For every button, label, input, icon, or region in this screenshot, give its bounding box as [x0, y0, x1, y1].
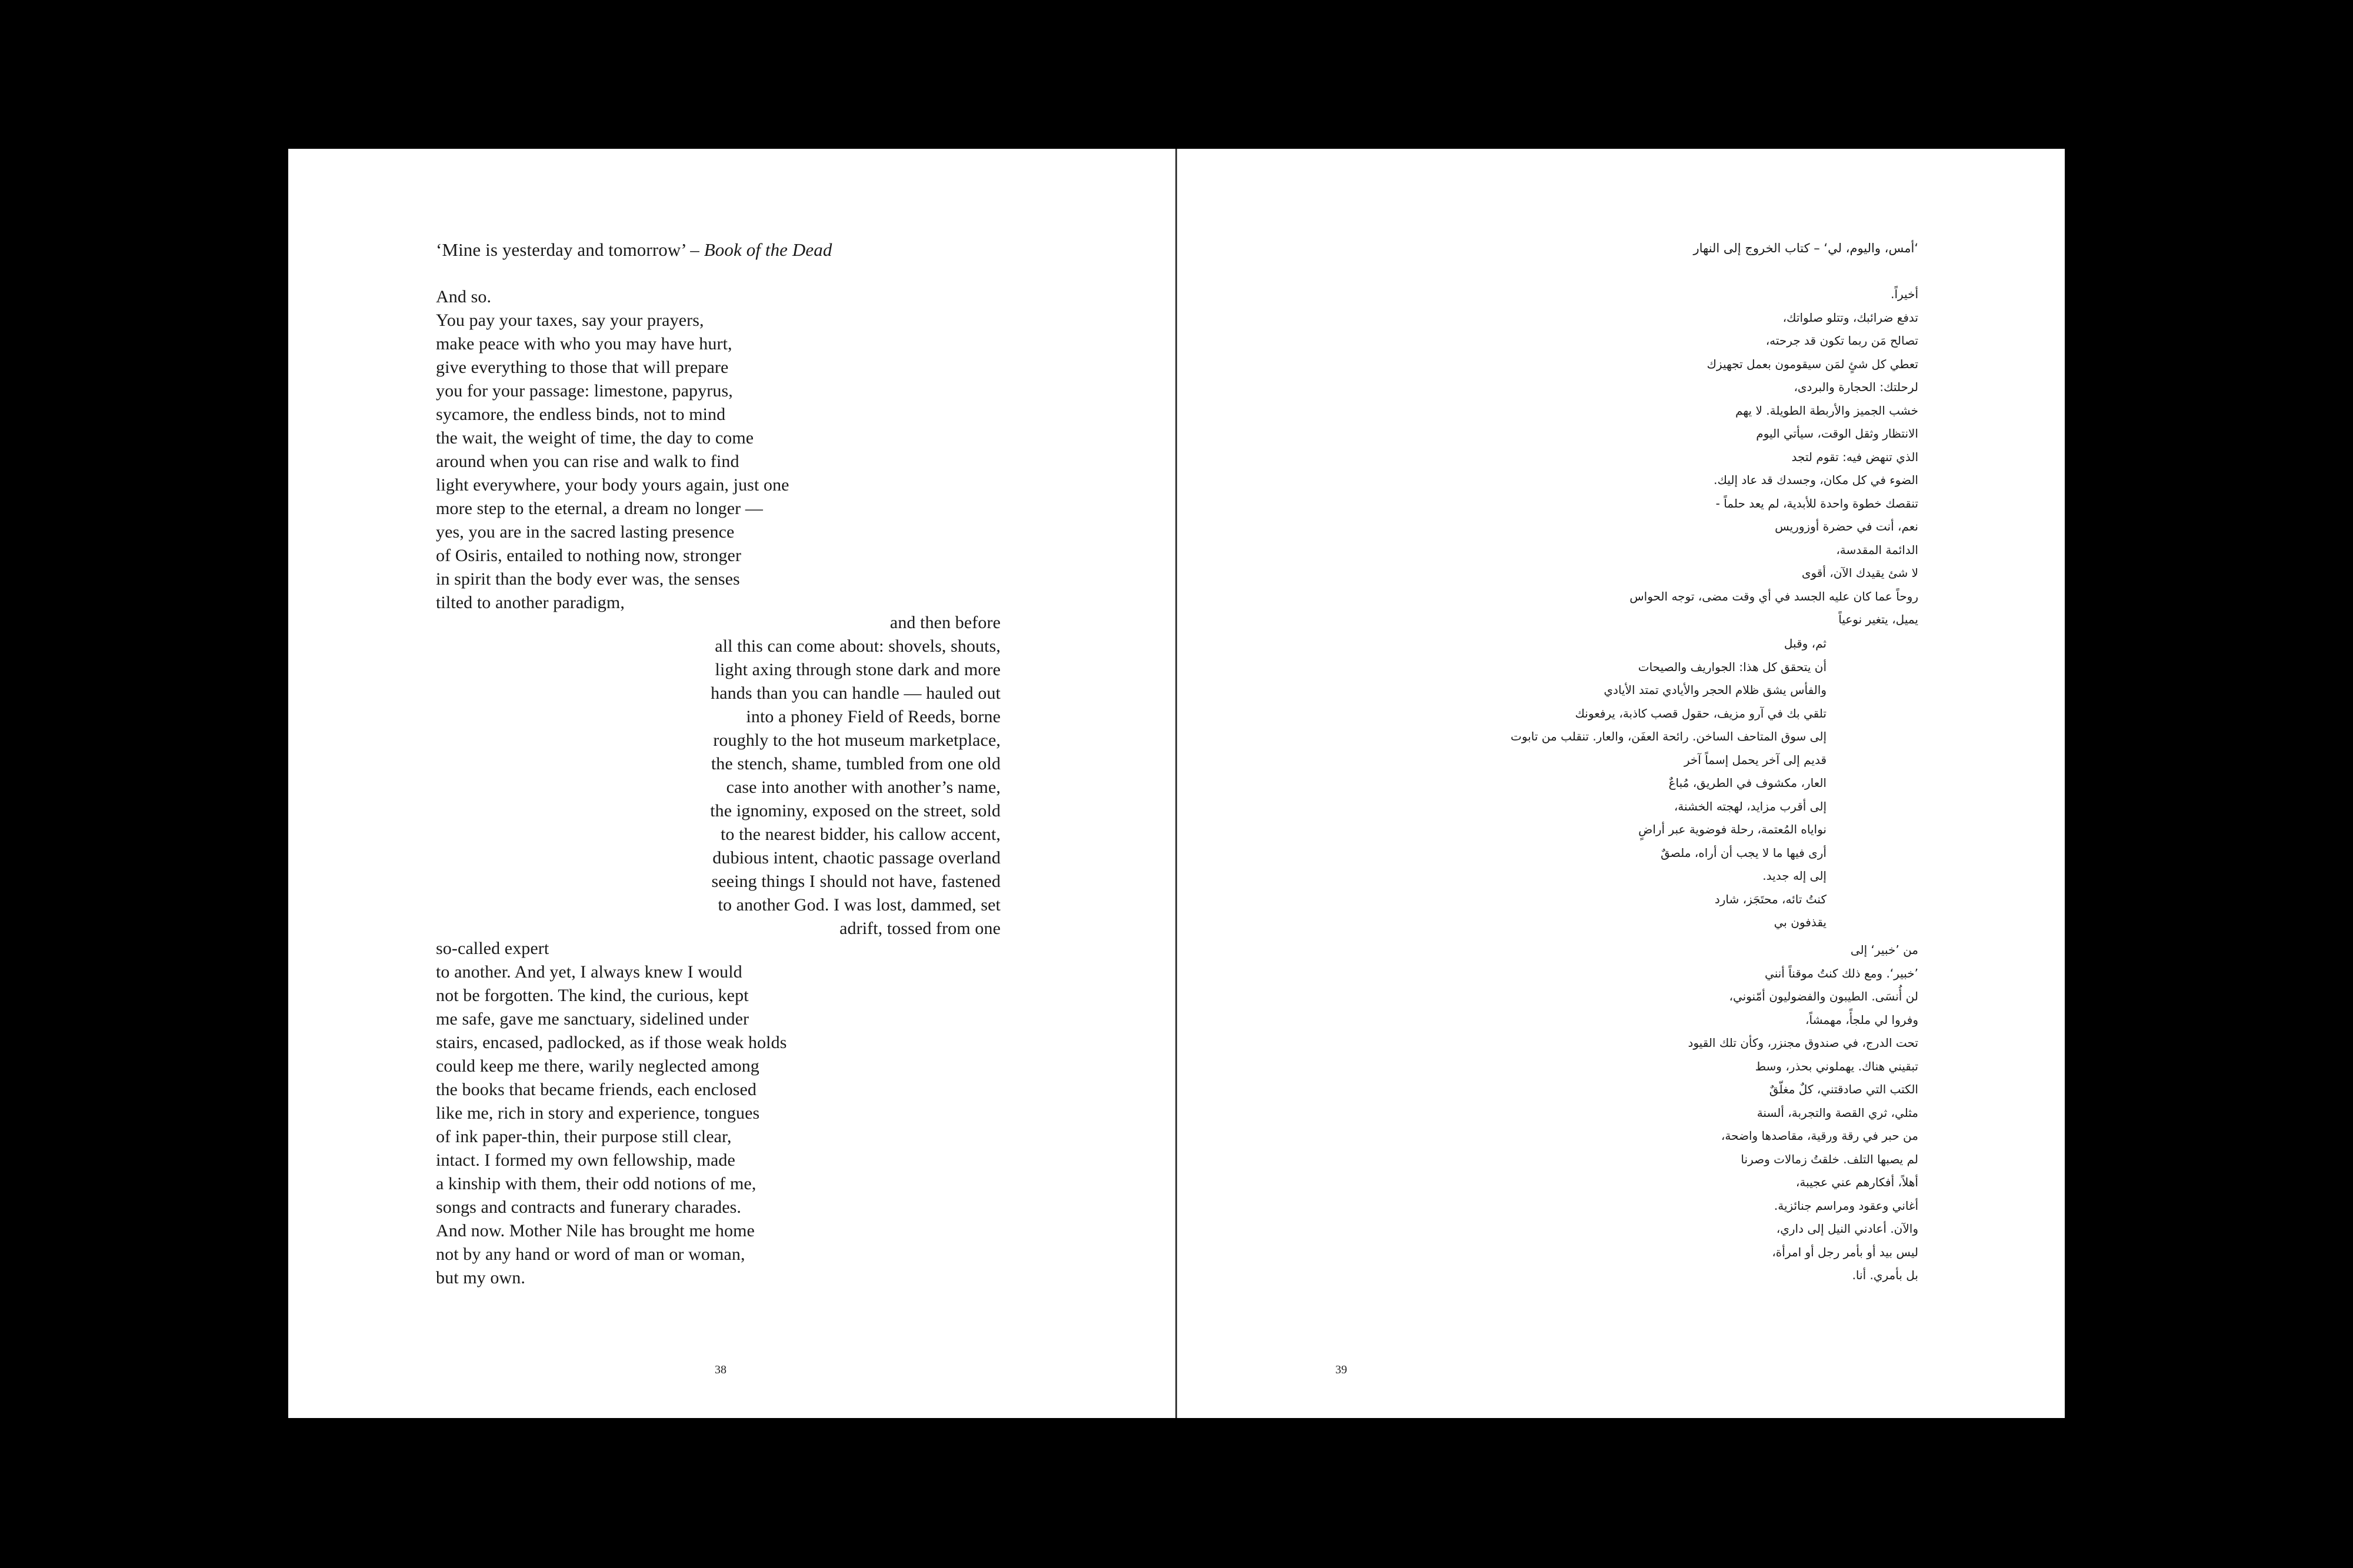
poem-line: قديم إلى آخر يحمل إسماً آخر	[1684, 752, 1827, 767]
poem-line: a kinship with them, their odd notions of me,	[436, 1174, 756, 1193]
poem-line: الكتب التي صادقتني، كلٌ مغلّقٌ	[1769, 1082, 1918, 1096]
poem-line: adrift, tossed from one	[839, 919, 1001, 938]
poem-title-english	[436, 238, 832, 262]
book-spread	[288, 149, 2065, 1418]
poem-line: like me, rich in story and experience, tongues	[436, 1103, 760, 1123]
poem-line: could keep me there, warily neglected among	[436, 1056, 759, 1076]
poem-line: تحت الدرج، في صندوق مجنزر، وكأن تلك القيود	[1688, 1036, 1918, 1050]
poem-line: بل بأمري. أنا.	[1852, 1268, 1918, 1282]
poem-line: يقذفون بي	[1774, 915, 1827, 929]
poem-line: كنتُ تائه، محتَجَز، شارد	[1714, 892, 1827, 906]
poem-line: into a phoney Field of Reeds, borne	[746, 707, 1001, 726]
poem-line: خشب الجميز والأربطة الطويلة. لا يهم	[1735, 403, 1918, 418]
poem-line: إلى سوق المتاحف الساخن. رائحة العفَن، والعار. تنقلب من تابوت	[1511, 729, 1827, 743]
poem-line: of ink paper-thin, their purpose still clear,	[436, 1127, 732, 1146]
poem-line: من ’خبير‘ إلى	[1850, 943, 1918, 957]
poem-line: أن يتحقق كل هذا: الجواريف والصيحات	[1638, 659, 1827, 674]
arabic-stanza-1	[1629, 283, 1918, 632]
poem-line: intact. I formed my own fellowship, made	[436, 1150, 735, 1170]
poem-line: الذي تنهض فيه: تقوم لتجد	[1791, 449, 1918, 464]
poem-line: نعم، أنت في حضرة أوزوريس	[1775, 519, 1918, 533]
poem-line: the ignominy, exposed on the street, sold	[710, 801, 1001, 820]
poem-line: تنقصك خطوة واحدة للأبدية، لم يعد حلماً -	[1715, 496, 1918, 511]
title-italic: Book of the Dead	[704, 239, 832, 260]
poem-line: ’خبير‘. ومع ذلك كنتُ موقناً أنني	[1765, 966, 1918, 980]
poem-line: you for your passage: limestone, papyrus,	[436, 381, 733, 401]
poem-line: light everywhere, your body yours again, just one	[436, 475, 789, 495]
poem-line: أخيراً.	[1891, 287, 1918, 301]
poem-line: in spirit than the body ever was, the senses	[436, 569, 740, 589]
poem-line: الدائمة المقدسة،	[1836, 542, 1918, 557]
poem-line: give everything to those that will prepare	[436, 358, 729, 377]
poem-line: me safe, gave me sanctuary, sidelined under	[436, 1009, 749, 1029]
poem-line: وفروا لي ملجأً، مهمشاً،	[1805, 1012, 1918, 1027]
poem-line: تعطي كل شئٍ لمَن سيقومون بعمل تجهيزك	[1707, 356, 1918, 371]
poem-line: make peace with who you may have hurt,	[436, 334, 732, 353]
poem-line: all this can come about: shovels, shouts,	[715, 636, 1001, 656]
poem-line: more step to the eternal, a dream no longer —	[436, 499, 763, 518]
poem-line: أرى فيها ما لا يجب أن أراه، ملصقٌ	[1661, 845, 1827, 860]
poem-line: case into another with another’s name,	[726, 778, 1001, 797]
poem-line: يميل، يتغير نوعياً	[1838, 612, 1918, 626]
arabic-stanza-3	[1688, 939, 1918, 1287]
poem-line: لن أُنسَى. الطيبون والفضوليون أمّنوني،	[1729, 989, 1918, 1003]
poem-title-arabic: ‘أمس، واليوم، لي‘ – كتاب الخروج إلى النهار	[1693, 241, 1918, 255]
poem-line: تدفع ضرائبك، وتتلو صلواتك،	[1782, 310, 1918, 325]
poem-line: the stench, shame, tumbled from one old	[711, 754, 1001, 773]
poem-line: not by any hand or word of man or woman,	[436, 1245, 745, 1264]
poem-line: You pay your taxes, say your prayers,	[436, 311, 704, 330]
page-number-left: 38	[715, 1363, 726, 1376]
poem-line: to the nearest bidder, his callow accent,	[720, 825, 1001, 844]
page-number-right: 39	[1335, 1363, 1347, 1376]
poem-line: الانتظار وثقل الوقت، سيأتي اليوم	[1756, 426, 1918, 441]
poem-line: to another. And yet, I always knew I would	[436, 962, 742, 982]
poem-line: لا شئ يقيدك الآن، أقوى	[1801, 566, 1918, 580]
right-page	[1177, 149, 2065, 1418]
title-plain: ‘Mine is yesterday and tomorrow’ –	[436, 239, 704, 260]
poem-line: yes, you are in the sacred lasting presence	[436, 522, 735, 542]
poem-line: ثم، وقبل	[1784, 636, 1827, 650]
poem-line: لرحلتك: الحجارة والبردى،	[1794, 380, 1918, 394]
poem-line: And so.	[436, 287, 492, 306]
poem-line: stairs, encased, padlocked, as if those weak holds	[436, 1033, 787, 1052]
poem-line: to another God. I was lost, dammed, set	[718, 895, 1001, 915]
poem-line: so-called expert	[436, 939, 549, 958]
english-stanza-1	[436, 285, 789, 615]
poem-line: not be forgotten. The kind, the curious, kept	[436, 986, 749, 1005]
poem-line: the wait, the weight of time, the day to come	[436, 428, 754, 448]
poem-line: الضوء في كل مكان، وجسدك قد عاد إليك.	[1714, 473, 1918, 487]
poem-line: around when you can rise and walk to find	[436, 452, 739, 471]
poem-line: مثلي، ثري القصة والتجربة، ألسنة	[1757, 1105, 1918, 1120]
poem-line: والآن. أعادني النيل إلى داري،	[1776, 1222, 1918, 1236]
poem-line: of Osiris, entailed to nothing now, stronger	[436, 546, 742, 565]
poem-line: إلى أقرب مزايد، لهجته الخشنة،	[1674, 799, 1827, 813]
poem-line: من حبر في رقة ورقية، مقاصدها واضحة،	[1721, 1129, 1918, 1143]
poem-line: hands than you can handle — hauled out	[711, 683, 1001, 703]
poem-line: sycamore, the endless binds, not to mind	[436, 405, 726, 424]
poem-line: لم يصبها التلف. خلقتُ زمالات وصرنا	[1741, 1152, 1918, 1166]
poem-line: and then before	[889, 613, 1001, 632]
english-stanza-2	[710, 611, 1001, 940]
poem-line: roughly to the hot museum marketplace,	[713, 730, 1001, 750]
poem-line: أهلاً، أفكارهم عني عجيبة،	[1795, 1175, 1918, 1189]
poem-line: but my own.	[436, 1268, 525, 1287]
poem-line: dubious intent, chaotic passage overland	[712, 848, 1001, 868]
poem-line: إلى إله جديد.	[1762, 869, 1827, 883]
left-page	[288, 149, 1175, 1418]
poem-line: تلقي بك في آرو مزيف، حقول قصب كاذبة، يرفعونك	[1575, 706, 1827, 720]
poem-line: And now. Mother Nile has brought me home	[436, 1221, 755, 1240]
english-stanza-3	[436, 937, 787, 1290]
poem-line: the books that became friends, each enclosed	[436, 1080, 757, 1099]
poem-line: tilted to another paradigm,	[436, 593, 625, 612]
poem-line: ليس بيد أو بأمر رجل أو امرأة،	[1772, 1245, 1918, 1259]
poem-line: العار، مكشوف في الطريق، مُباعٌ	[1668, 776, 1827, 790]
poem-line: songs and contracts and funerary charades.	[436, 1197, 741, 1217]
poem-line: تبقيني هناك. يهملوني بحذر، وسط	[1755, 1059, 1918, 1073]
poem-line: أغاني وعقود ومراسم جنائزية.	[1774, 1198, 1918, 1213]
arabic-stanza-2	[1511, 632, 1827, 935]
poem-line: نواياه المُعتمة، رحلة فوضوية عبر أراضٍ	[1638, 822, 1827, 836]
poem-line: والفأس يشق ظلام الحجر والأيادي تمتد الأيادي	[1604, 683, 1827, 697]
poem-line: تصالح مَن ربما تكون قد جرحته،	[1765, 333, 1918, 348]
poem-line: seeing things I should not have, fastened	[711, 872, 1001, 891]
poem-line: روحاً عما كان عليه الجسد في أي وقت مضى، توجه الحواس	[1629, 589, 1918, 603]
poem-line: light axing through stone dark and more	[715, 660, 1001, 679]
